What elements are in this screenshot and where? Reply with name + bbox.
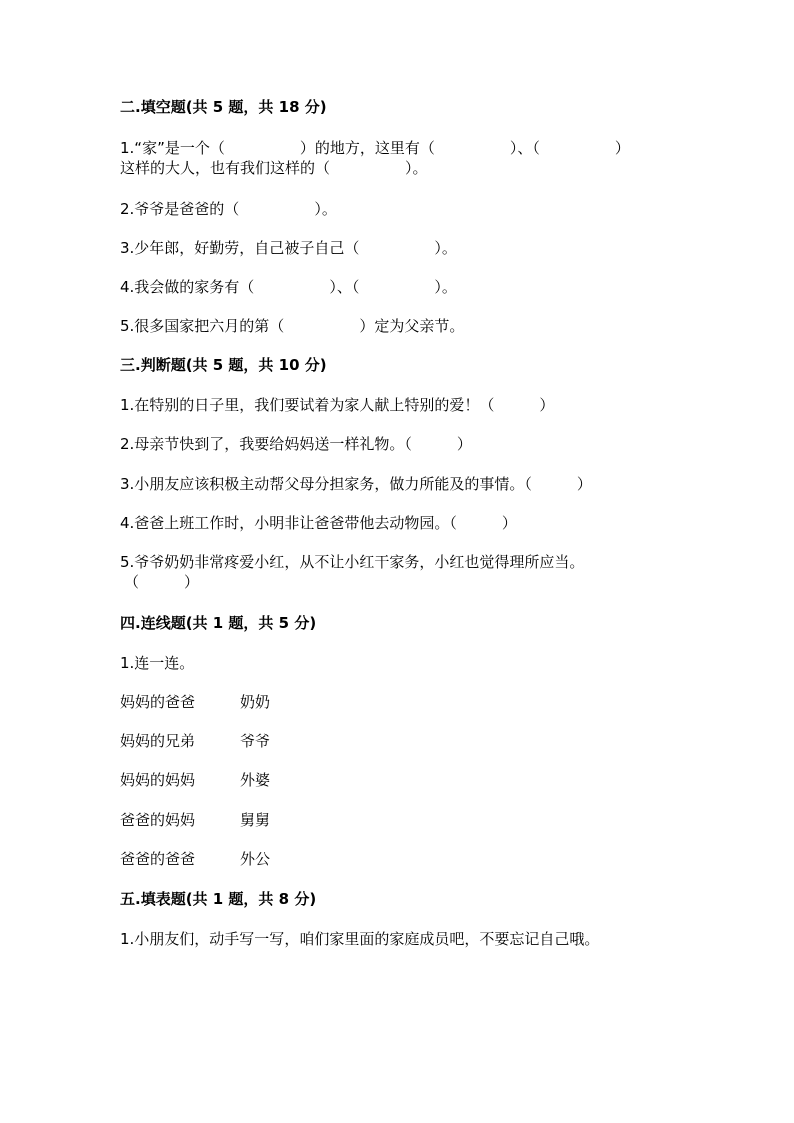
match-right-item: 奶奶: [240, 693, 271, 711]
section-fill-title: 二.填空题(共 5 题，共 18 分): [120, 98, 327, 116]
match-question-1: 1.连一连。: [120, 654, 195, 672]
match-left-item: 爸爸的妈妈: [120, 811, 196, 829]
judge-question-5-line-2: （ ）: [124, 573, 200, 591]
table-question-1: 1.小朋友们，动手写一写，咱们家里面的家庭成员吧，不要忘记自己哦。: [120, 930, 600, 948]
fill-question-4: 4.我会做的家务有（ ）、（ ）。: [120, 278, 457, 296]
match-right-item: 外婆: [240, 771, 271, 789]
judge-question-5-line-1: 5.爷爷奶奶非常疼爱小红，从不让小红干家务，小红也觉得理所应当。: [120, 553, 585, 571]
fill-question-2: 2.爷爷是爸爸的（ ）。: [120, 200, 337, 218]
match-pair: [120, 848, 270, 869]
fill-question-3: 3.少年郎，好勤劳，自己被子自己（ ）。: [120, 239, 457, 257]
match-right-item: 爷爷: [240, 732, 271, 750]
fill-question-1-line-1: 1.“家”是一个（ ）的地方，这里有（ ）、（ ）: [120, 139, 630, 157]
judge-question-1: 1.在特别的日子里，我们要试着为家人献上特别的爱！（ ）: [120, 396, 555, 414]
section-table-title: 五.填表题(共 1 题，共 8 分): [120, 890, 317, 908]
match-right-item: 外公: [240, 850, 271, 868]
match-left-item: 妈妈的兄弟: [120, 732, 196, 750]
match-pair: [120, 730, 270, 751]
match-left-item: 爸爸的爸爸: [120, 850, 196, 868]
match-right-item: 舅舅: [240, 811, 271, 829]
match-pair: [120, 809, 270, 830]
fill-question-5: 5.很多国家把六月的第（ ）定为父亲节。: [120, 317, 465, 335]
match-pair: [120, 769, 270, 790]
fill-question-1-line-2: 这样的大人，也有我们这样的（ ）。: [120, 159, 428, 177]
judge-question-2: 2.母亲节快到了，我要给妈妈送一样礼物。（ ）: [120, 435, 472, 453]
match-left-item: 妈妈的妈妈: [120, 771, 196, 789]
match-left-item: 妈妈的爸爸: [120, 693, 196, 711]
match-pair: [120, 691, 270, 712]
section-match-title: 四.连线题(共 1 题，共 5 分): [120, 614, 317, 632]
judge-question-3: 3.小朋友应该积极主动帮父母分担家务，做力所能及的事情。（ ）: [120, 475, 592, 493]
judge-question-4: 4.爸爸上班工作时，小明非让爸爸带他去动物园。（ ）: [120, 514, 517, 532]
section-judge-title: 三.判断题(共 5 题，共 10 分): [120, 356, 327, 374]
